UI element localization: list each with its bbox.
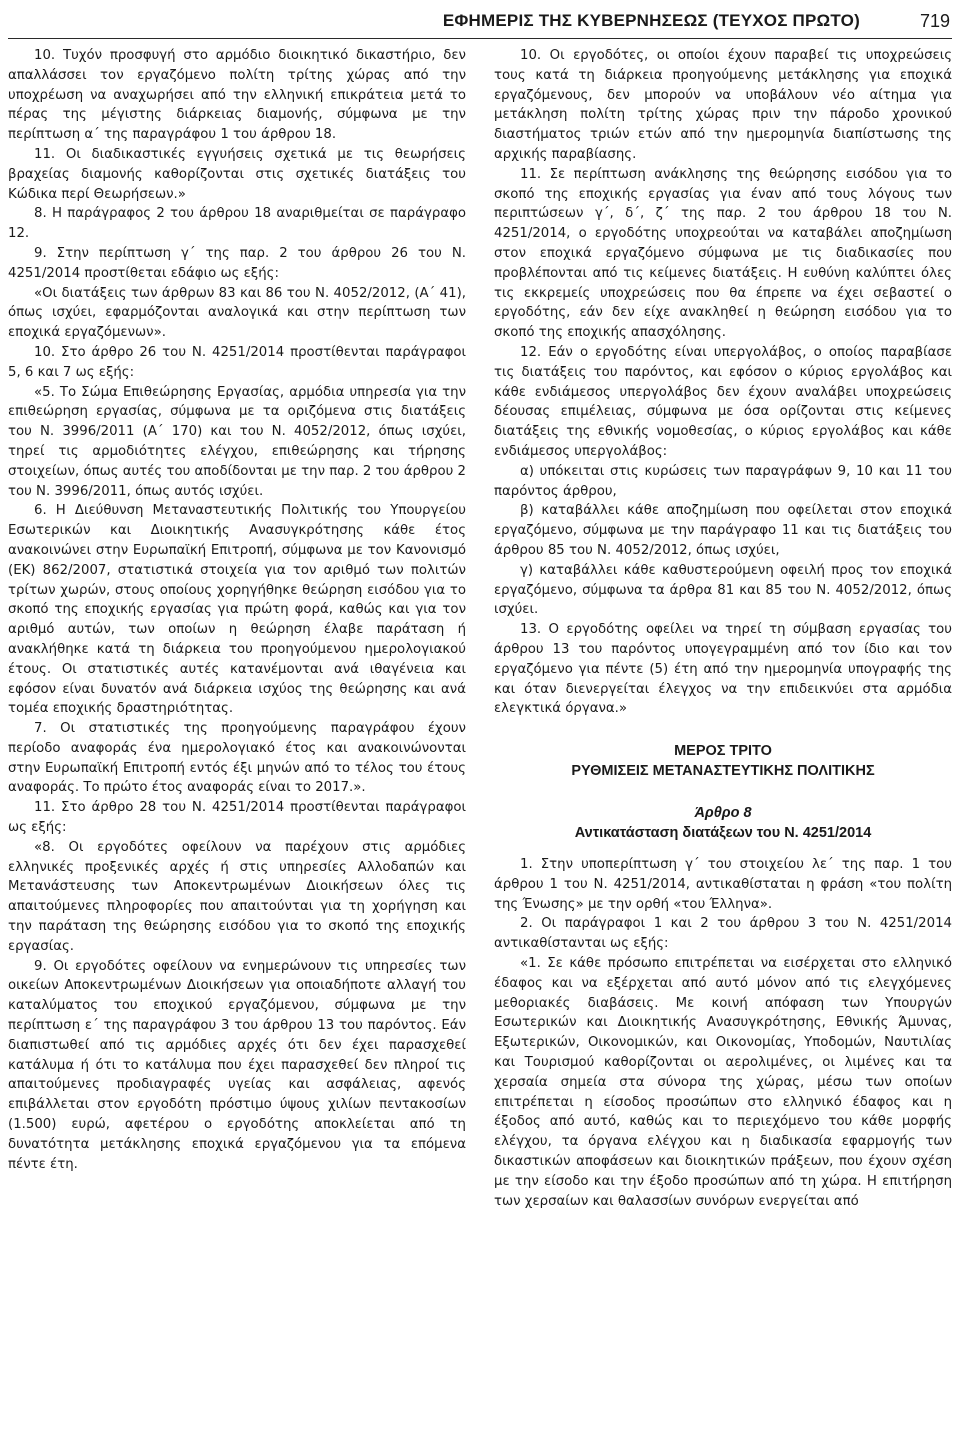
paragraph: 13. Ο εργοδότης οφείλει να τηρεί τη σύμβαση εργασίας του άρθρου 13 του παρόντος υπογεγραμμένη από τον ίδιο και τον εργαζόμενο για πέντε (5) έτη από την ημερομηνία υπογραφής της και όταν διενεργείται έλεγχος να την επιδεικνύει στα αρμόδια ελεγκτικά όργανα.» bbox=[494, 622, 952, 717]
paragraph: 2. Οι παράγραφοι 1 και 2 του άρθρου 3 του Ν. 4251/2014 αντικαθίστανται ως εξής: bbox=[494, 916, 952, 952]
paragraph: 7. Οι στατιστικές της προηγούμενης παραγράφου έχουν περίοδο αναφοράς ένα ημερολογιακό έτος και ανακοινώνονται στην Ευρωπαϊκή Επιτροπή εντός έξι μηνών από το τέλος του έτους αναφοράς. Το πρώτο έτος αναφοράς είναι το 2017.». bbox=[8, 721, 466, 796]
paragraph: 8. Η παράγραφος 2 του άρθρου 18 αναριθμείται σε παράγραφο 12. bbox=[8, 206, 466, 242]
paragraph: α) υπόκειται στις κυρώσεις των παραγράφων 9, 10 και 11 του παρόντος άρθρου, bbox=[494, 463, 952, 499]
article-label: Άρθρο 8 bbox=[694, 805, 752, 822]
paragraph: 9. Στην περίπτωση γ΄ της παρ. 2 του άρθρου 26 του Ν. 4251/2014 προστίθεται εδάφιο ως εξής: bbox=[8, 245, 466, 281]
page-number: 719 bbox=[919, 10, 950, 31]
paragraph: 12. Εάν ο εργοδότης είναι υπεργολάβος, ο οποίος παραβίασε τις διατάξεις του παρόντος, και εφόσον ο κύριος εργολάβος και κάθε ενδιάμεσος υπεργολάβος δεν έχουν αναλάβει υποχρεώσεις δέουσας επιμέλειας, σύμφωνα με όσα ορίζονται στις κείμενες διατάξεις της εθνικής νομοθεσίας, ο κύριος εργολάβος και κάθε ενδιάμεσος υπεργολάβος: bbox=[494, 344, 952, 459]
paragraph: 10. Στο άρθρο 26 του Ν. 4251/2014 προστίθενται παράγραφοι 5, 6 και 7 ως εξής: bbox=[8, 344, 466, 380]
paragraph: «Οι διατάξεις των άρθρων 83 και 86 του Ν. 4052/2012, (Α΄ 41), όπως ισχύει, εφαρμόζονται αναλογικά και στην περίπτωση των εποχικά εργαζόμενων». bbox=[8, 285, 466, 341]
paragraph: 10. Τυχόν προσφυγή στο αρμόδιο διοικητικό δικαστήριο, δεν απαλλάσσει τον εργαζόμενο πολίτη τρίτης χώρας από την υποχρέωση να αναχωρήσει από την ελληνική επικράτεια μετά το πέρας της μέγιστης διάρκειας διαμονής, σύμφωνα με την περίπτωση α΄ της παραγράφου 1 του άρθρου 18. bbox=[8, 48, 466, 143]
page-header bbox=[8, 4, 952, 39]
article-title: Αντικατάσταση διατάξεων του Ν. 4251/2014 bbox=[574, 825, 872, 842]
gazette-title: ΕΦΗΜΕΡΙΣ ΤΗΣ ΚΥΒΕΡΝΗΣΕΩΣ (ΤΕΥΧΟΣ ΠΡΩΤΟ) bbox=[442, 11, 860, 30]
part-heading bbox=[494, 741, 952, 843]
part-title: ΡΥΘΜΙΣΕΙΣ ΜΕΤΑΝΑΣΤΕΥΤΙΚΗΣ ΠΟΛΙΤΙΚΗΣ bbox=[571, 763, 875, 780]
paragraph: «8. Οι εργοδότες οφείλουν να παρέχουν στις αρμόδιες ελληνικές προξενικές αρχές ή στις υπηρεσίες Αλλοδαπών και Μετανάστευσης των Αποκεντρωμένων Διοικήσεων όλες τις απαιτούμενες πληροφορίες που απαιτούνται για τη χορήγηση και την παράταση της θεώρησης εισόδου για το σκοπό της εποχικής εργασίας. bbox=[8, 839, 466, 954]
right-column bbox=[494, 46, 952, 1431]
paragraph: β) καταβάλλει κάθε αποζημίωση που οφείλεται στον εποχικά εργαζόμενο, σύμφωνα με την παράγραφο 11 και τις διατάξεις του άρθρου 85 του Ν. 4052/2012, όπως ισχύει, bbox=[494, 503, 952, 558]
part-label: ΜΕΡΟΣ ΤΡΙΤΟ bbox=[674, 743, 772, 760]
left-column bbox=[8, 46, 466, 1431]
paragraph: 11. Σε περίπτωση ανάκλησης της θεώρησης εισόδου για το σκοπό της εποχικής εργασίας για έναν από τους λόγους των περιπτώσεων γ΄, δ΄, ζ΄ της παρ. 2 του άρθρου 18 του Ν. 4251/2014, ο εργοδότης υποχρεούται να καταβάλει αποζημίωση στον εποχικά εργαζόμενο σύμφωνα με τις διαδικασίες που προβλέπονται από τις κείμενες διατάξεις. Η ευθύνη καλύπτει όλες τις εκκρεμείς υποχρεώσεις που θα έπρεπε να έχει σεβαστεί ο εργοδότης, εάν δεν είχε ανακληθεί η θεώρηση εισόδου για το σκοπό της εποχικής απασχόλησης. bbox=[494, 166, 952, 341]
paragraph: 1. Στην υποπερίπτωση γ΄ του στοιχείου λε΄ της παρ. 1 του άρθρου 1 του Ν. 4251/2014, αντικαθίσταται η φράση «του πολίτη της Ένωσης» με την ορθή «του Έλληνα». bbox=[494, 857, 952, 912]
paragraph: γ) καταβάλλει κάθε καθυστερούμενη οφειλή προς τον εποχικά εργαζόμενο, σύμφωνα τα άρθρα 81 και 85 του Ν. 4052/2012, όπως ισχύει. bbox=[494, 562, 952, 618]
text-columns bbox=[8, 46, 952, 1431]
paragraph: «1. Σε κάθε πρόσωπο επιτρέπεται να εισέρχεται στο ελληνικό έδαφος και να εξέρχεται από αυτό μόνον από τις ελεγχόμενες μεθοριακές διαβάσεις. Με κοινή απόφαση των Υπουργών Εσωτερικών και Διοικητικής Ανασυγκρότησης, Εθνικής Άμυνας, Εξωτερικών, Οικονομικών, και Οικονομίας, Υποδομών, Ναυτιλίας και Τουρισμού καθορίζονται οι αερολιμένες, οι λιμένες και τα χερσαία σημεία στα σύνορα της χώρας, μέσω των οποίων επιτρέπεται η είσοδος προσώπων στο ελληνικό έδαφος και η έξοδος από αυτό, καθώς και το περιεχόμενο του κάθε μορφής ελέγχου, τα όργανα ελέγχου και η διαδικασία εφαρμογής των δικαστικών αποφάσεων και διοικητικών πράξεων, που έχουν σχέση με την είσοδο και την έξοδο προσώπων από τη χώρα. Η επιτήρηση των χερσαίων και θαλασσίων συνόρων ενεργείται από bbox=[494, 956, 952, 1209]
paragraph: 11. Στο άρθρο 28 του Ν. 4251/2014 προστίθενται παράγραφοι ως εξής: bbox=[8, 800, 466, 836]
paragraph: 10. Οι εργοδότες, οι οποίοι έχουν παραβεί τις υποχρεώσεις τους κατά τη διάρκεια προηγούμενης μετάκλησης για εποχικά εργαζόμενους, δεν μπορούν να υποβάλουν νέο αίτημα για μετάκληση πολίτη τρίτης χώρας πριν την πάροδο χρονικού διαστήματος τριών ετών από την ημερομηνία διαπίστωσης της αρχικής παραβίασης. bbox=[494, 48, 952, 162]
paragraph: «5. Το Σώμα Επιθεώρησης Εργασίας, αρμόδια υπηρεσία για την επιθεώρηση εργασίας, σύμφωνα με τα οριζόμενα στις διατάξεις του Ν. 3996/2011 (Α΄ 170) και του Ν. 4052/2012, όπως ισχύει, τηρεί τις αρμοδιότητες ελέγχου, επιθεώρησης και τήρησης στοιχείων, όπως αυτές του αποδίδονται με την παρ. 2 του άρθρου 2 του Ν. 3996/2011, όπως αυτός ισχύει. bbox=[8, 384, 466, 499]
paragraph: 11. Οι διαδικαστικές εγγυήσεις σχετικά με τις θεωρήσεις βραχείας διαμονής καθορίζονται στις σχετικές διατάξεις του Κώδικα περί Θεωρήσεων.» bbox=[8, 146, 466, 202]
paragraph: 6. Η Διεύθυνση Μεταναστευτικής Πολιτικής του Υπουργείου Εσωτερικών και Διοικητικής Ανασυγκρότησης κάθε έτος ανακοινώνει στην Ευρωπαϊκή Επιτροπή, σύμφωνα με τον Κανονισμό (ΕΚ) 862/2007, στατιστικά στοιχεία για τον αριθμό των πολιτών τρίτων χωρών, στους οποίους χορηγήθηκε θεώρηση εισόδου για το σκοπό της εποχικής εργασίας για πρώτη φορά, καθώς και για τον αριθμό αυτών, των οποίων η θεώρηση έλαβε παράταση ή ανακλήθηκε κατά τη διάρκεια του προηγούμενου ημερολογιακού έτους. Οι στατιστικές αυτές κατανέμονται ανά ιθαγένεια και εφόσον είναι δυνατόν ανά διάρκεια ισχύος της θεώρησης και ανά τομέα εποχικής δραστηριότητας. bbox=[8, 503, 466, 717]
paragraph: 9. Οι εργοδότες οφείλουν να ενημερώνουν τις υπηρεσίες των οικείων Αποκεντρωμένων Διοικήσεων για οποιαδήποτε αλλαγή του καταλύματος του εποχικού εργαζόμενου, σύμφωνα με την περίπτωση ε΄ της παραγράφου 3 του άρθρου 13 του παρόντος. Εάν διαπιστωθεί από τις αρμόδιες αρχές ότι δεν έχει παρασχεθεί κατάλυμα ή ότι το κατάλυμα που έχει παρασχεθεί δεν πληροί τις απαιτούμενες προδιαγραφές υγείας και ασφάλειας, αφενός επιβάλλεται στον εργοδότη πρόστιμο ύψους χιλίων πεντακοσίων (1.500) ευρώ, αφετέρου ο εργοδότης αποκλείεται από τη δυνατότητα μετάκλησης εποχικά εργαζόμενου για τα επόμενα πέντε έτη. bbox=[8, 958, 466, 1172]
